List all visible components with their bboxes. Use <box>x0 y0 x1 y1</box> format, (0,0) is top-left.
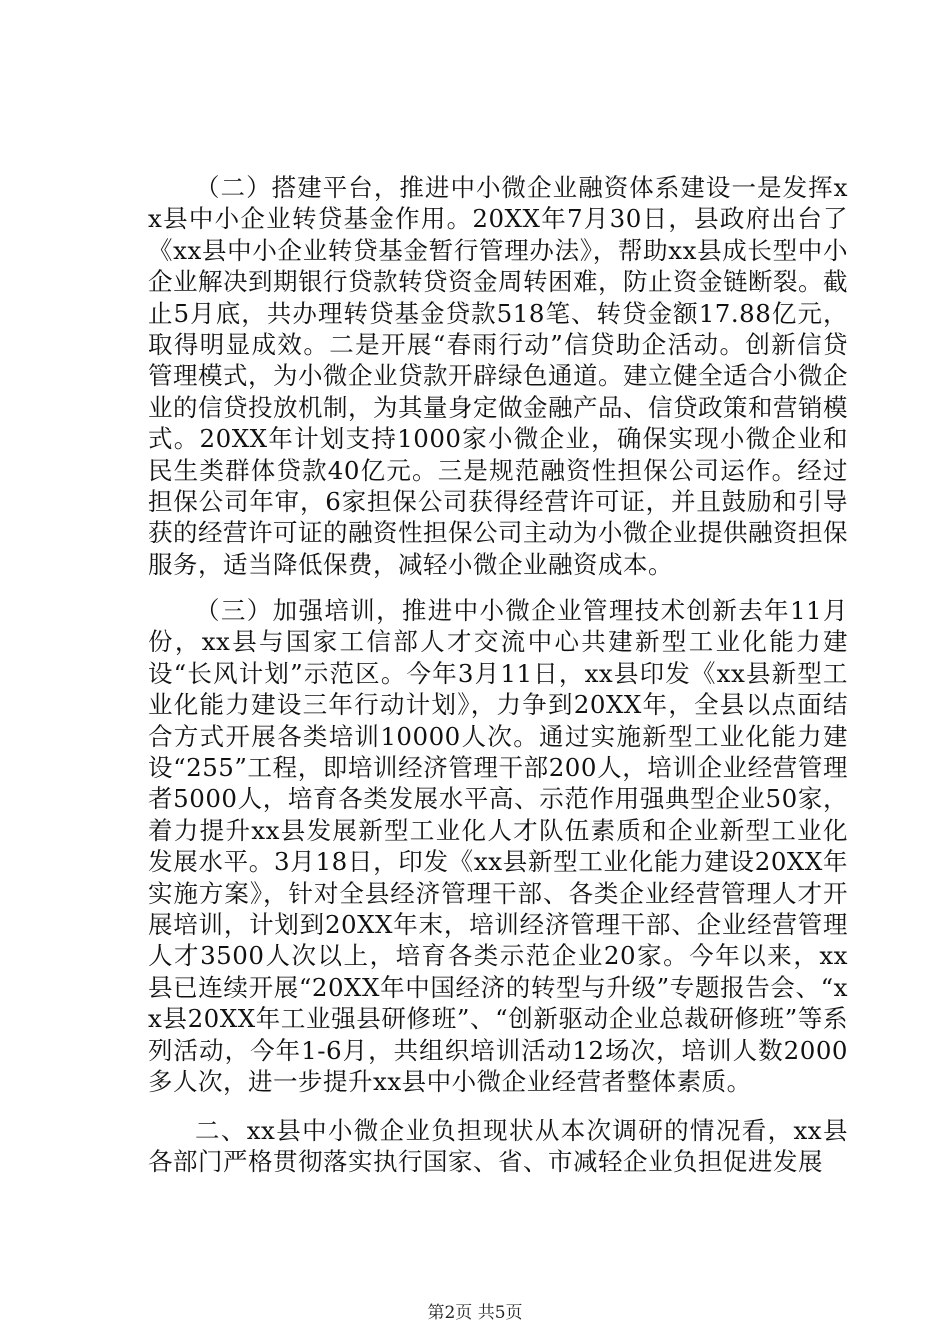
page-number-footer: 第2页 共5页 <box>427 1303 523 1323</box>
paragraph-financing-platform: （二）搭建平台，推进中小微企业融资体系建设一是发挥xx县中小企业转贷基金作用。20XX年7月30日，县政府出台了《xx县中小企业转贷基金暂行管理办法》，帮助xx县成长型中小企业解决到期银行贷款转贷资金周转困难，防止资金链断裂。截止5月底，共办理转贷基金贷款518笔、转贷金额17.88亿元，取得明显成效。二是开展“春雨行动”信贷助企活动。创新信贷管理模式，为小微企业贷款开辟绿色通道。建立健全适合小微企业的信贷投放机制，为其量身定做金融产品、信贷政策和营销模式。20XX年计划支持1000家小微企业，确保实现小微企业和民生类群体贷款40亿元。三是规范融资性担保公司运作。经过担保公司年审，6家担保公司获得经营许可证，并且鼓励和引导获的经营许可证的融资性担保公司主动为小微企业提供融资担保服务，适当降低保费，减轻小微企业融资成本。 <box>148 173 848 579</box>
paragraph-training: （三）加强培训，推进中小微企业管理技术创新去年11月份，xx县与国家工信部人才交流中心共建新型工业化能力建设“长风计划”示范区。今年3月11日，xx县印发《xx县新型工业化能力建设三年行动计划》，力争到20XX年，全县以点面结合方式开展各类培训10000人次。通过实施新型工业化能力建设“255”工程，即培训经济管理干部200人，培训企业经营管理者5000人，培育各类发展水平高、示范作用强典型企业50家，着力提升xx县发展新型工业化人才队伍素质和企业新型工业化发展水平。3月18日，印发《xx县新型工业化能力建设20XX年实施方案》，针对全县经济管理干部、各类企业经营管理人才开展培训，计划到20XX年末，培训经济管理干部、企业经营管理人才3500人次以上，培育各类示范企业20家。今年以来，xx县已连续开展“20XX年中国经济的转型与升级”专题报告会、“xx县20XX年工业强县研修班”、“创新驱动企业总裁研修班”等系列活动，今年1-6月，共组织培训活动12场次，培训人数2000多人次，进一步提升xx县中小微企业经营者整体素质。 <box>148 596 848 1097</box>
paragraph-burden-status: 二、xx县中小微企业负担现状从本次调研的情况看，xx县各部门严格贯彻落实执行国家、省、市减轻企业负担促进发展 <box>148 1116 848 1177</box>
